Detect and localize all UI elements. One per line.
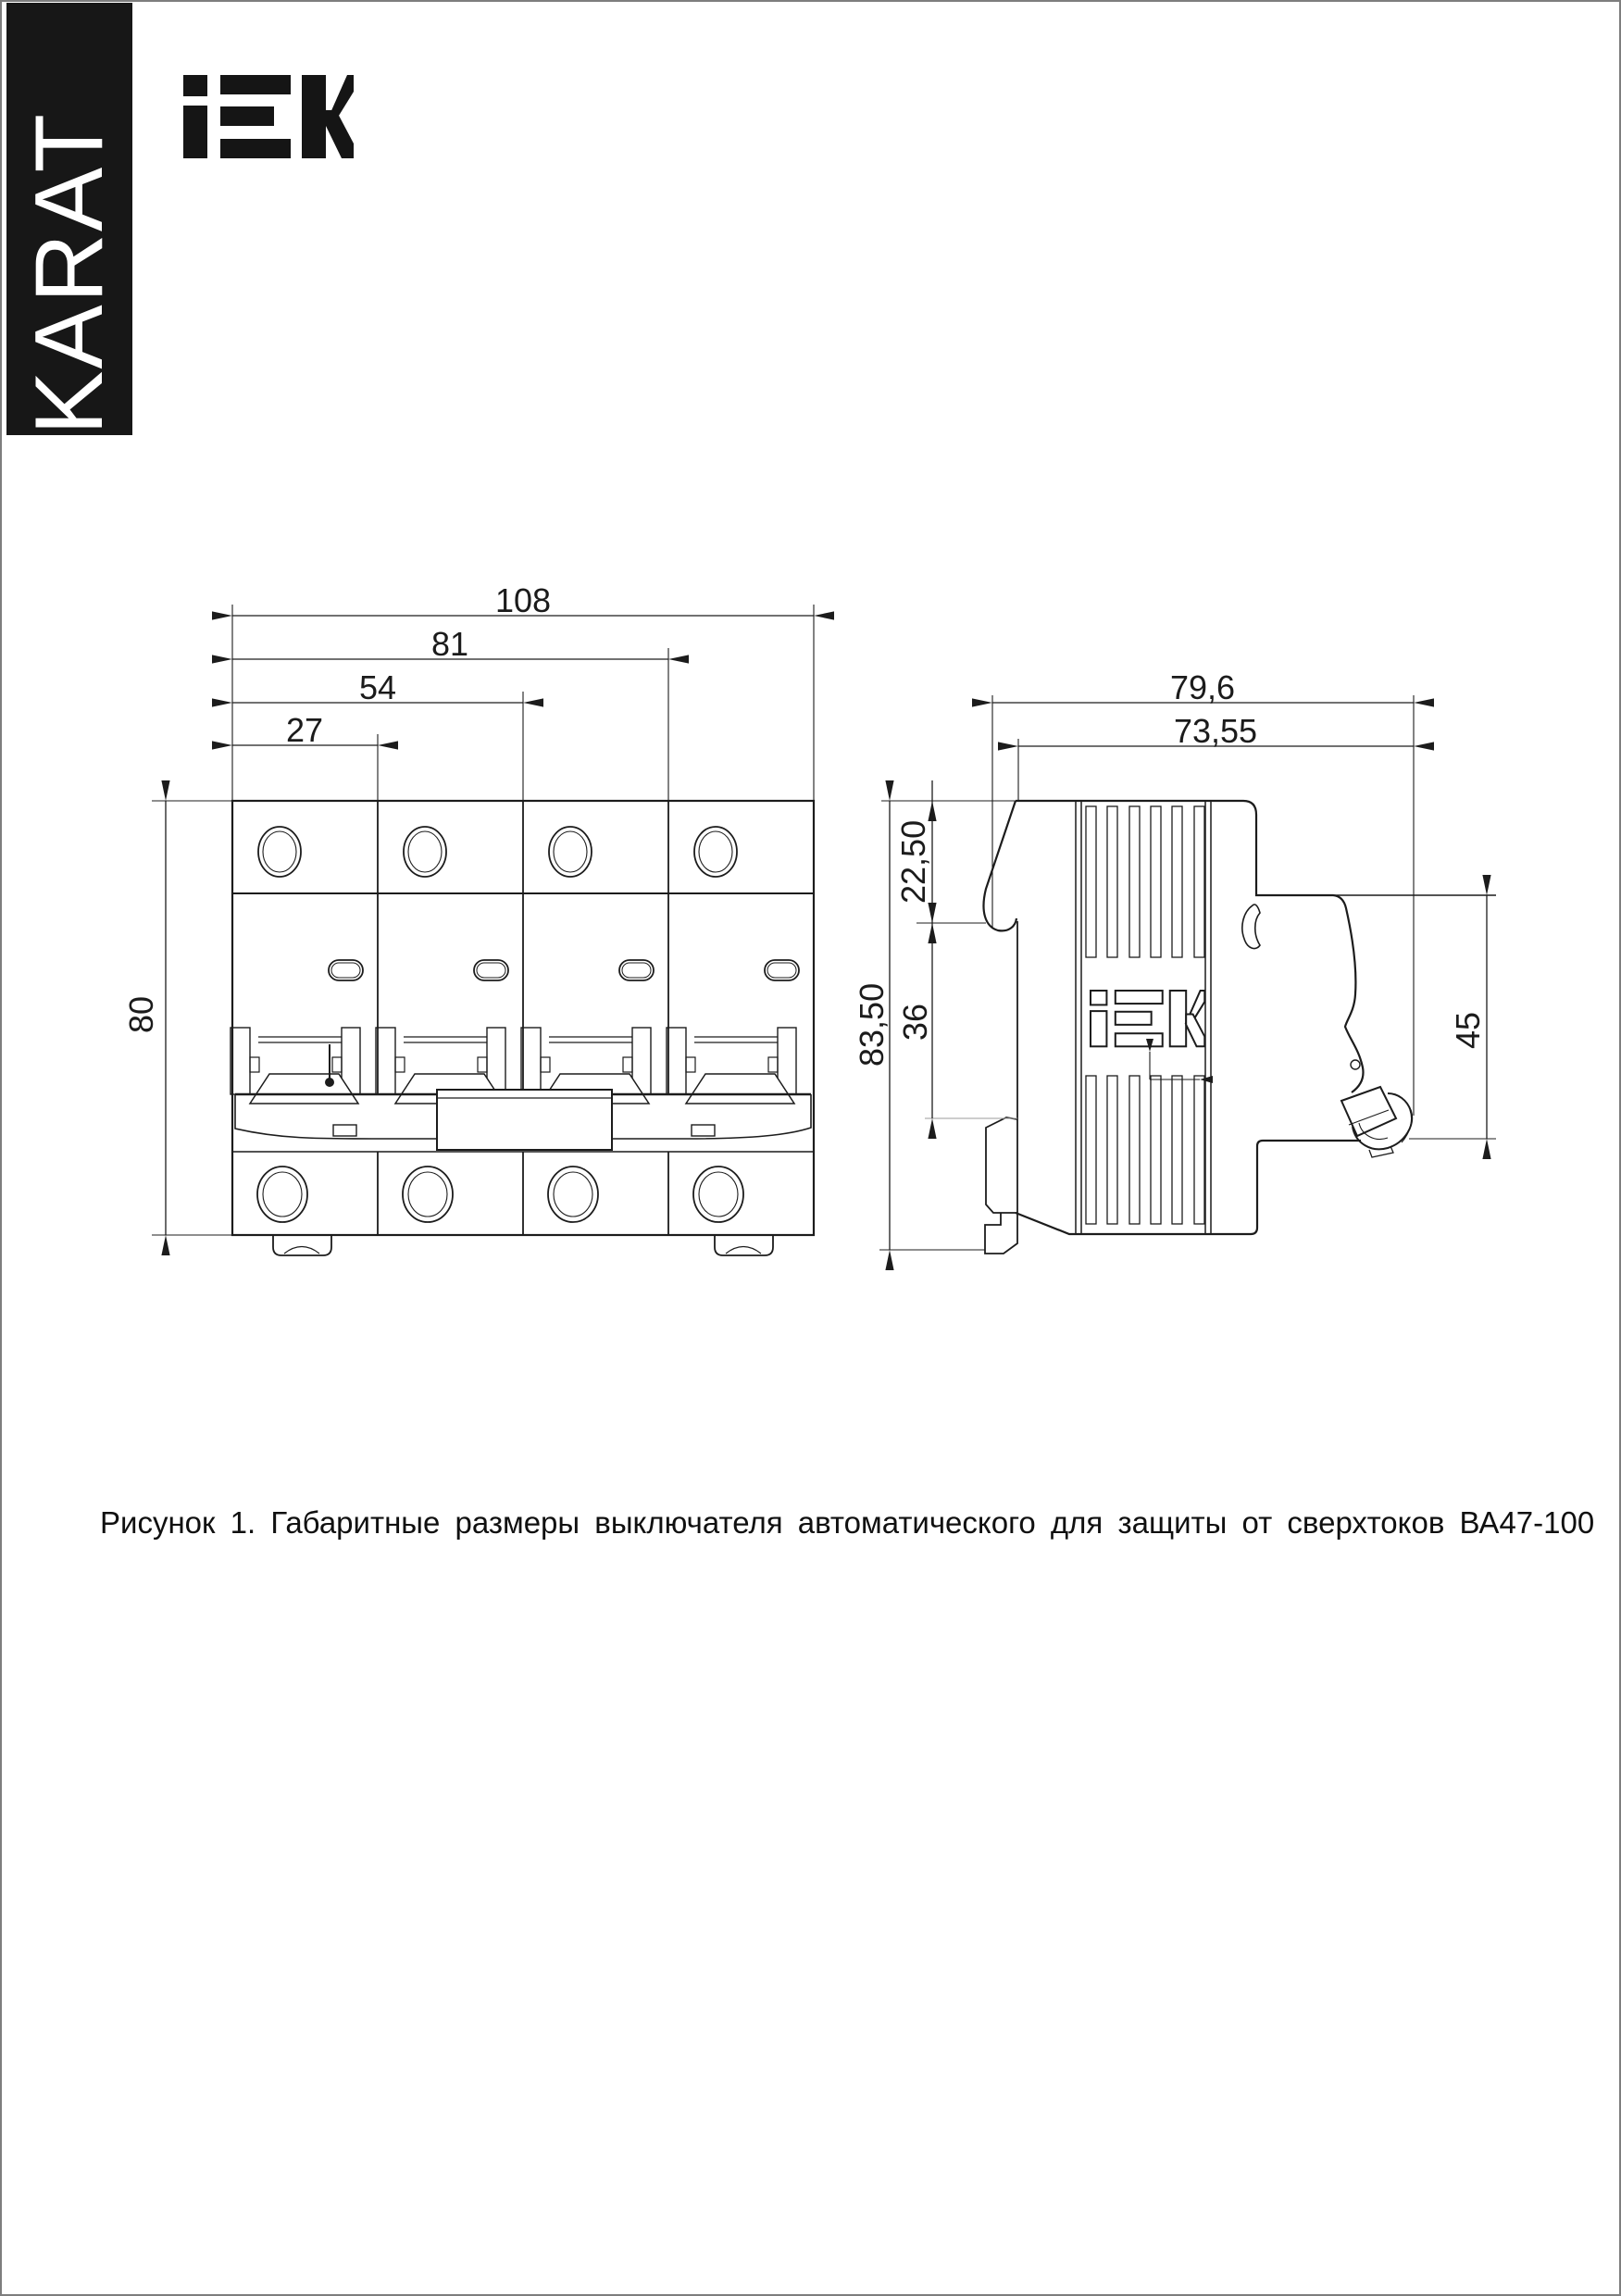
dim-label-45: 45 bbox=[1449, 1011, 1487, 1050]
figure-caption: Рисунок 1. Габаритные размеры выключателя автоматического для защиты от сверхтоков ВА47-100 bbox=[100, 1505, 1595, 1540]
pivot-hole bbox=[1351, 1060, 1360, 1069]
poles bbox=[231, 827, 799, 1222]
dim-label-22-50: 22,50 bbox=[894, 819, 932, 905]
vent-slots-lower bbox=[1086, 1076, 1204, 1224]
dim-label-80: 80 bbox=[122, 995, 160, 1034]
side-body-outline bbox=[1016, 801, 1364, 1092]
dimensional-drawing bbox=[2, 2, 1621, 2296]
din-foot bbox=[985, 1213, 1017, 1254]
dim-label-54: 54 bbox=[358, 668, 397, 706]
dim-label-36: 36 bbox=[896, 1003, 934, 1042]
dim-label-83-50: 83,50 bbox=[853, 982, 891, 1067]
side-extension-lines bbox=[879, 695, 1496, 1250]
iek-side-logo bbox=[1091, 991, 1204, 1046]
side-view-drawing bbox=[879, 695, 1496, 1254]
front-view-drawing bbox=[152, 605, 814, 1255]
vent-slots-upper bbox=[1086, 806, 1204, 957]
din-latch bbox=[986, 1117, 1017, 1213]
side-dimension-lines bbox=[890, 703, 1487, 1250]
dim-label-81: 81 bbox=[430, 625, 469, 663]
dim-label-79-6: 79,6 bbox=[1169, 668, 1236, 706]
din-tabs bbox=[273, 1235, 773, 1255]
band-clip-right bbox=[692, 1125, 715, 1136]
iek-logo bbox=[183, 75, 354, 158]
common-handle-block bbox=[437, 1090, 612, 1150]
karat-banner-text: KARAT bbox=[16, 111, 123, 435]
dim-label-73-55: 73,55 bbox=[1173, 712, 1258, 750]
lockout-slit bbox=[1242, 905, 1260, 949]
toggle-handle bbox=[1341, 1087, 1412, 1157]
dim-label-27: 27 bbox=[285, 711, 324, 749]
pole-dividers bbox=[378, 801, 668, 1235]
dim-label-108: 108 bbox=[494, 581, 552, 619]
band-clip-left bbox=[333, 1125, 356, 1136]
